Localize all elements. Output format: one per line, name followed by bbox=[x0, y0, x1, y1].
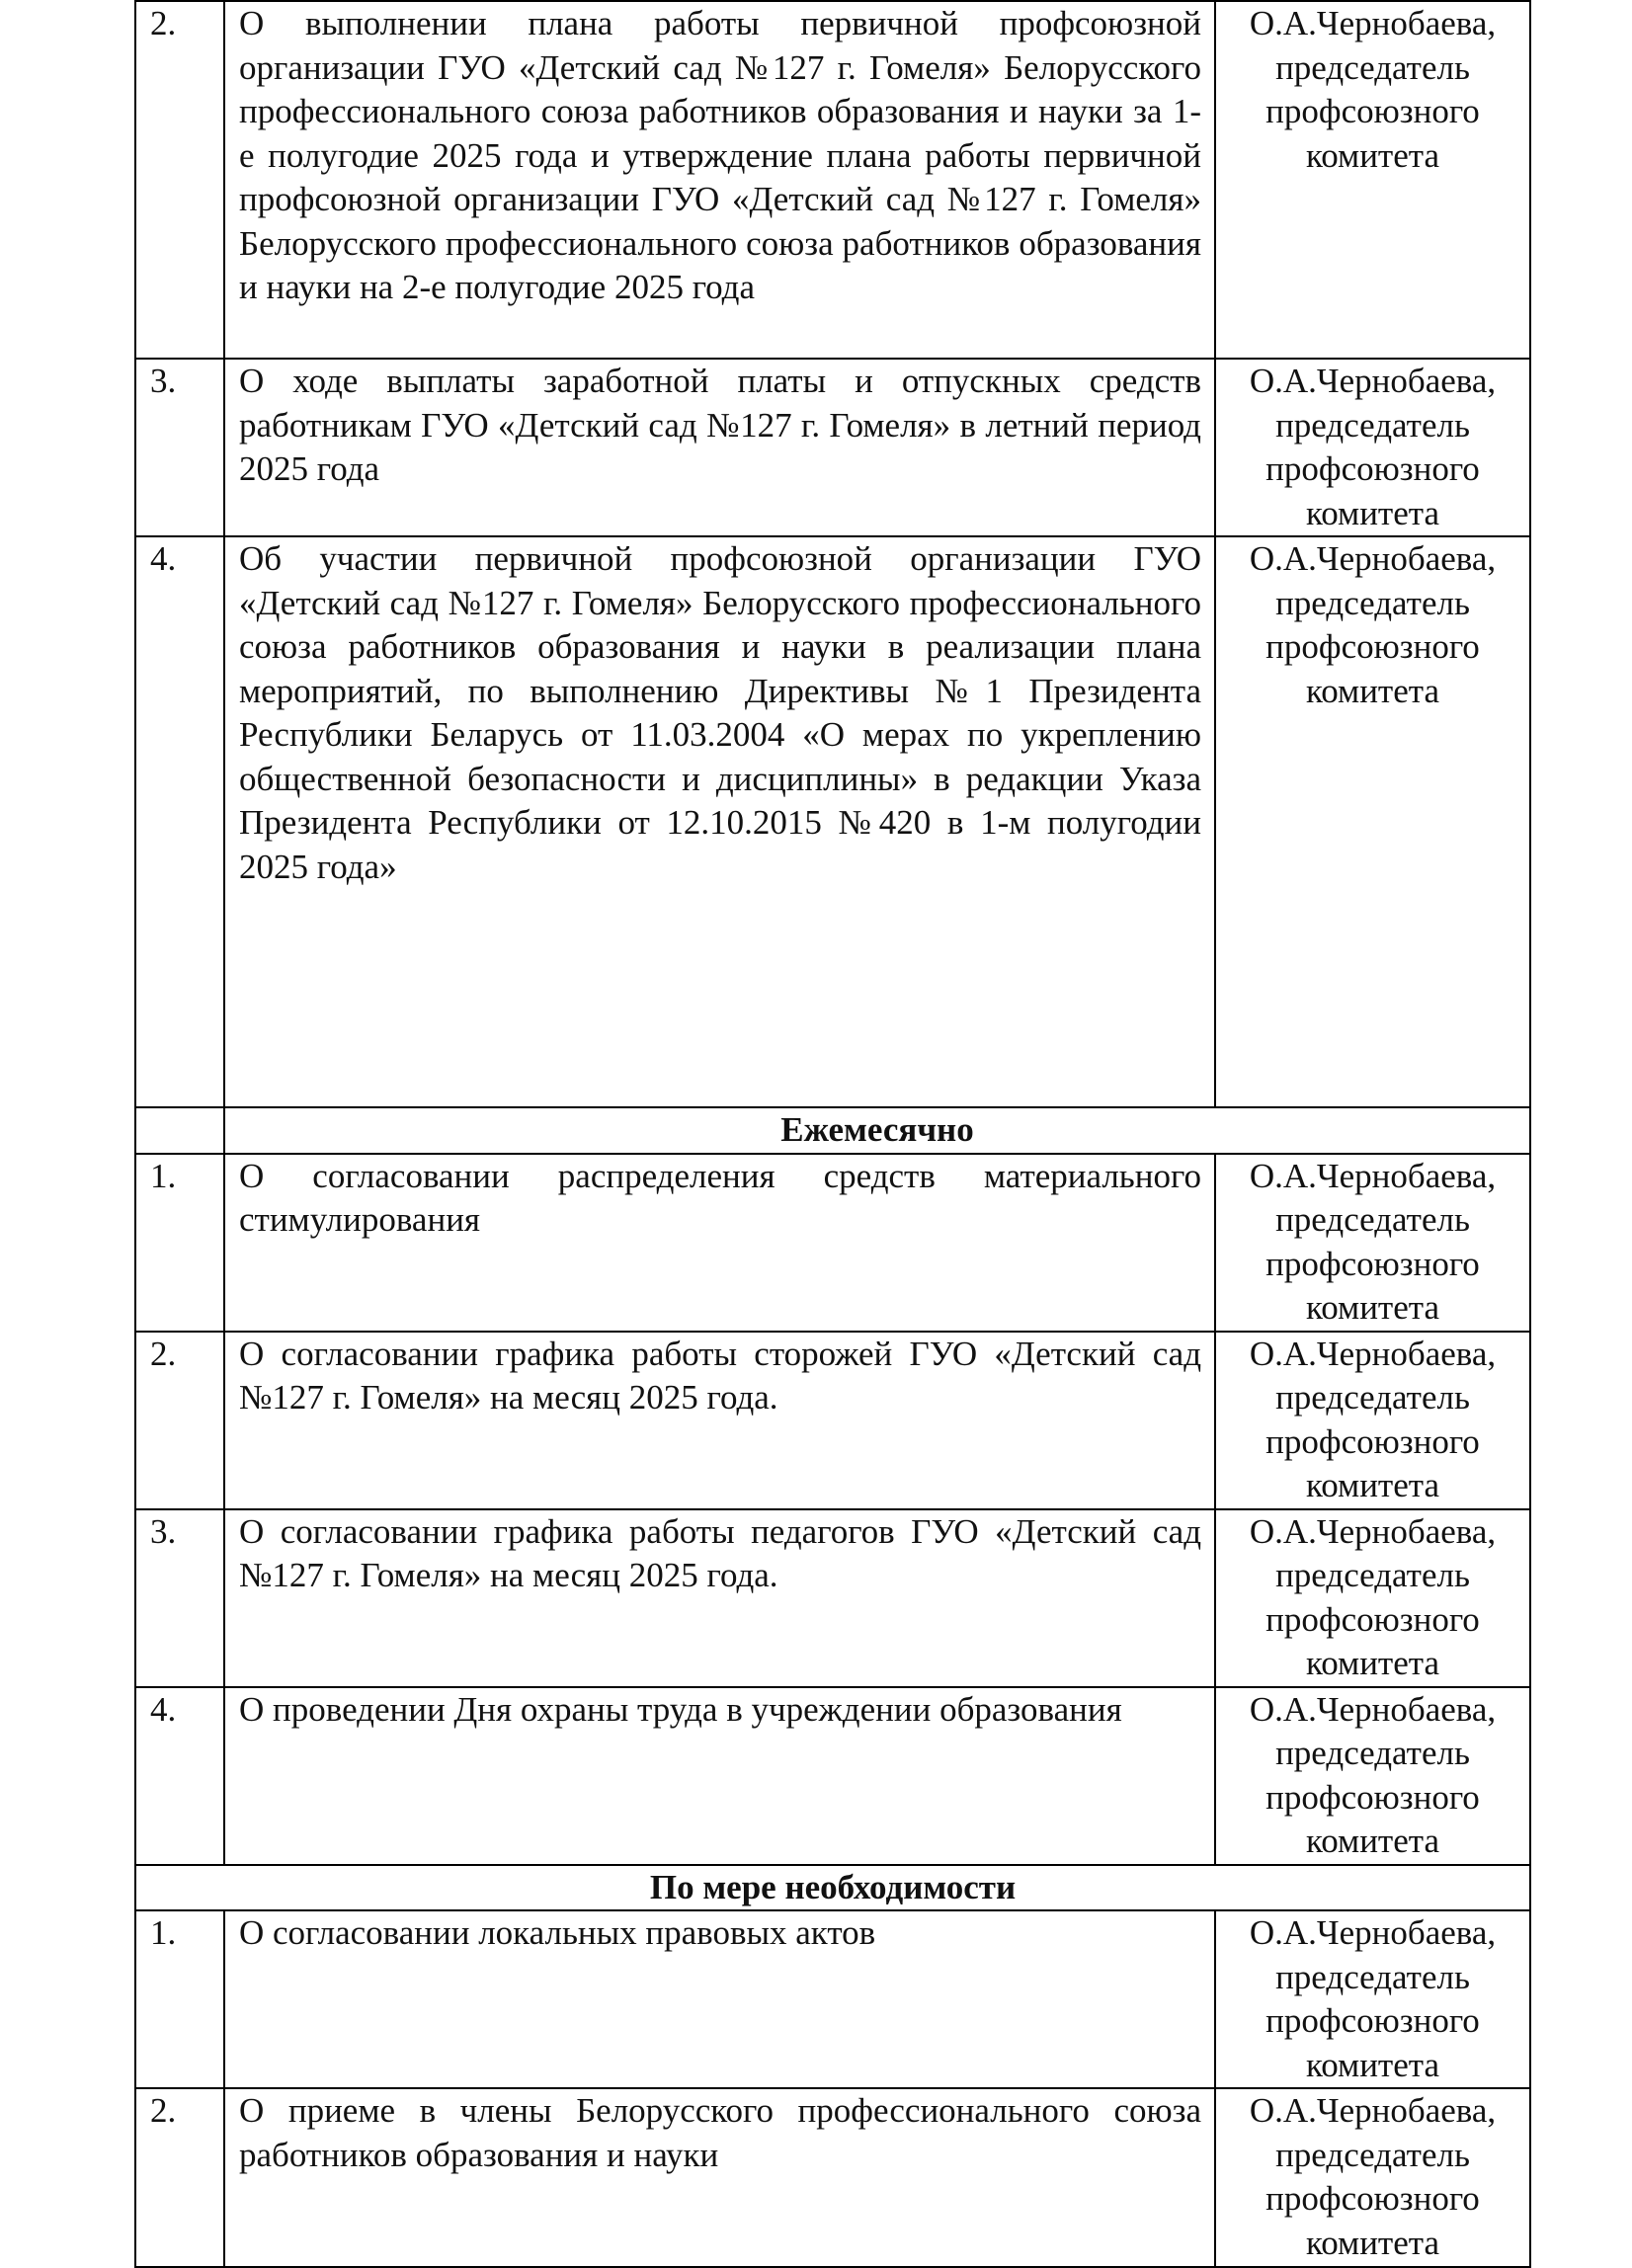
table-row bbox=[135, 1, 1530, 359]
item-responsible: О.А.Чернобаева, председатель профсоюзного комитета bbox=[1215, 536, 1530, 1107]
item-number: 2. bbox=[135, 2088, 224, 2267]
table-row bbox=[135, 1509, 1530, 1687]
table-row bbox=[135, 2088, 1530, 2267]
item-responsible: О.А.Чернобаева, председатель профсоюзного комитета bbox=[1215, 1332, 1530, 1509]
item-subject: О выполнении плана работы первичной профсоюзной организации ГУО «Детский сад №127 г. Гомеля» Белорусского профессионального союза работников образования и науки за 1-е полугодие 2025 года и утверждение плана работы первичной профсоюзной организации ГУО «Детский сад №127 г. Гомеля» Белорусского профессионального союза работников образования и науки на 2-е полугодие 2025 года bbox=[224, 1, 1215, 359]
item-subject: О согласовании локальных правовых актов bbox=[224, 1910, 1215, 2088]
item-responsible: О.А.Чернобаева, председатель профсоюзного комитета bbox=[1215, 1, 1530, 359]
item-responsible: О.А.Чернобаева, председатель профсоюзного комитета bbox=[1215, 1910, 1530, 2088]
item-number: 3. bbox=[135, 1509, 224, 1687]
item-responsible: О.А.Чернобаева, председатель профсоюзного комитета bbox=[1215, 1509, 1530, 1687]
item-subject: Об участии первичной профсоюзной организации ГУО «Детский сад №127 г. Гомеля» Белорусского профессионального союза работников образования и науки в реализации плана мероприятий, по выполнению Директивы №1 Президента Республики Беларусь от 11.03.2004 «О мерах по укреплению общественной безопасности и дисциплины» в редакции Указа Президента Республики от 12.10.2015 №420 в 1-м полугодии 2025 года» bbox=[224, 536, 1215, 1107]
item-number: 1. bbox=[135, 1910, 224, 2088]
item-subject: О согласовании распределения средств материального стимулирования bbox=[224, 1154, 1215, 1332]
empty-number-cell bbox=[135, 1107, 224, 1154]
item-number: 1. bbox=[135, 1154, 224, 1332]
item-responsible: О.А.Чернобаева, председатель профсоюзного комитета bbox=[1215, 2088, 1530, 2267]
item-subject: О проведении Дня охраны труда в учреждении образования bbox=[224, 1687, 1215, 1865]
table-row bbox=[135, 359, 1530, 536]
section-title-monthly: Ежемесячно bbox=[224, 1107, 1530, 1154]
item-responsible: О.А.Чернобаева, председатель профсоюзного комитета bbox=[1215, 359, 1530, 536]
item-number: 2. bbox=[135, 1, 224, 359]
item-subject: О ходе выплаты заработной платы и отпускных средств работникам ГУО «Детский сад №127 г. Гомеля» в летний период 2025 года bbox=[224, 359, 1215, 536]
item-subject: О согласовании графика работы педагогов ГУО «Детский сад №127 г. Гомеля» на месяц 2025 года. bbox=[224, 1509, 1215, 1687]
table-row bbox=[135, 1154, 1530, 1332]
item-number: 2. bbox=[135, 1332, 224, 1509]
item-responsible: О.А.Чернобаева, председатель профсоюзного комитета bbox=[1215, 1154, 1530, 1332]
item-number: 4. bbox=[135, 1687, 224, 1865]
work-plan-table bbox=[134, 0, 1531, 2268]
item-subject: О согласовании графика работы сторожей ГУО «Детский сад №127 г. Гомеля» на месяц 2025 года. bbox=[224, 1332, 1215, 1509]
item-subject: О приеме в члены Белорусского профессионального союза работников образования и науки bbox=[224, 2088, 1215, 2267]
item-responsible: О.А.Чернобаева, председатель профсоюзного комитета bbox=[1215, 1687, 1530, 1865]
section-header-row bbox=[135, 1865, 1530, 1911]
table-row bbox=[135, 536, 1530, 1107]
item-number: 4. bbox=[135, 536, 224, 1107]
table-row bbox=[135, 1687, 1530, 1865]
section-title-as-needed: По мере необходимости bbox=[135, 1865, 1530, 1911]
section-header-row bbox=[135, 1107, 1530, 1154]
table-row bbox=[135, 1332, 1530, 1509]
table-row bbox=[135, 1910, 1530, 2088]
item-number: 3. bbox=[135, 359, 224, 536]
document-page bbox=[134, 0, 1529, 2268]
